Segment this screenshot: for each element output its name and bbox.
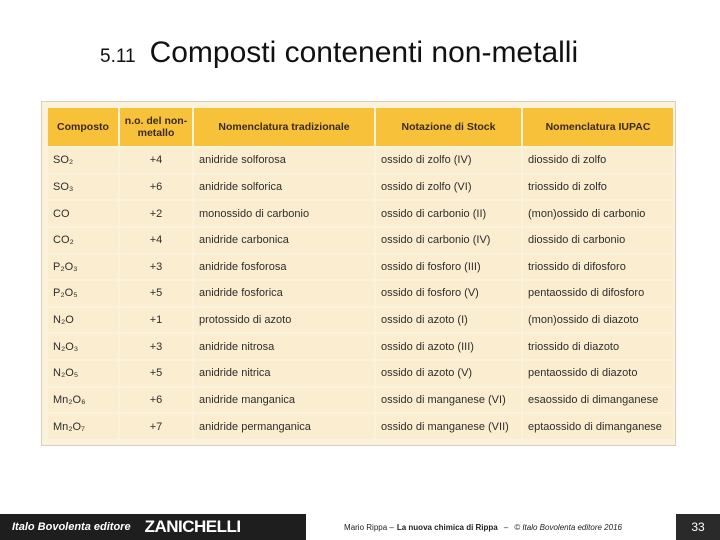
table-row [48, 281, 673, 306]
stock-name: ossido di azoto (I) [376, 308, 521, 333]
stock-name: ossido di azoto (V) [376, 361, 521, 386]
header-oxidation-number: n.o. del non-metallo [120, 108, 192, 146]
iupac-name: triossido di difosforo [523, 255, 673, 280]
footer-credits [306, 514, 660, 540]
oxidation-number: +1 [120, 308, 192, 333]
slide-title-bar [100, 36, 700, 76]
stock-name: ossido di azoto (III) [376, 334, 521, 359]
publisher-bar [0, 514, 306, 540]
stock-name: ossido di carbonio (IV) [376, 228, 521, 253]
oxidation-number: +4 [120, 228, 192, 253]
traditional-name: anidride nitrosa [194, 334, 374, 359]
table-row [48, 334, 673, 359]
header-stock: Notazione di Stock [376, 108, 521, 146]
nomenclature-table [46, 106, 675, 441]
page-number: 33 [676, 514, 720, 540]
traditional-name: anidride solforosa [194, 148, 374, 173]
table-row [48, 201, 673, 226]
oxidation-number: +2 [120, 201, 192, 226]
iupac-name: (mon)ossido di diazoto [523, 308, 673, 333]
traditional-name: anidride fosforica [194, 281, 374, 306]
oxidation-number: +5 [120, 361, 192, 386]
book-title: La nuova chimica di Rippa [396, 522, 498, 532]
iupac-name: pentaossido di difosforo [523, 281, 673, 306]
iupac-name: triossido di zolfo [523, 175, 673, 200]
stock-name: ossido di manganese (VII) [376, 414, 521, 439]
compound-formula: Mn₂O₇ [48, 414, 118, 439]
credits-separator: – [503, 522, 509, 532]
stock-name: ossido di zolfo (IV) [376, 148, 521, 173]
table-row [48, 414, 673, 439]
compound-formula: P₂O₅ [48, 281, 118, 306]
oxidation-number: +5 [120, 281, 192, 306]
oxidation-number: +6 [120, 388, 192, 413]
publisher-name: Italo Bovolenta editore [12, 521, 131, 533]
iupac-name: pentaossido di diazoto [523, 361, 673, 386]
traditional-name: monossido di carbonio [194, 201, 374, 226]
traditional-name: protossido di azoto [194, 308, 374, 333]
oxidation-number: +4 [120, 148, 192, 173]
header-iupac: Nomenclatura IUPAC [523, 108, 673, 146]
traditional-name: anidride fosforosa [194, 255, 374, 280]
oxidation-number: +3 [120, 334, 192, 359]
stock-name: ossido di manganese (VI) [376, 388, 521, 413]
section-number: 5.11 [100, 46, 136, 67]
traditional-name: anidride permanganica [194, 414, 374, 439]
traditional-name: anidride manganica [194, 388, 374, 413]
header-traditional: Nomenclatura tradizionale [194, 108, 374, 146]
compound-formula: P₂O₃ [48, 255, 118, 280]
table-row [48, 175, 673, 200]
iupac-name: triossido di diazoto [523, 334, 673, 359]
oxidation-number: +3 [120, 255, 192, 280]
oxidation-number: +7 [120, 414, 192, 439]
table-row [48, 255, 673, 280]
iupac-name: esaossido di dimanganese [523, 388, 673, 413]
compound-formula: CO [48, 201, 118, 226]
brand-logo-text: ZANICHELLI [144, 517, 241, 536]
traditional-name: anidride solforica [194, 175, 374, 200]
table-header-row [48, 108, 673, 146]
iupac-name: diossido di zolfo [523, 148, 673, 173]
page-title: Composti contenenti non-metalli [149, 36, 579, 69]
compound-formula: SO₃ [48, 175, 118, 200]
compound-formula: N₂O₃ [48, 334, 118, 359]
author-name: Mario Rippa – [344, 522, 394, 532]
table-row [48, 228, 673, 253]
compound-formula: CO₂ [48, 228, 118, 253]
table-row [48, 148, 673, 173]
compound-formula: SO₂ [48, 148, 118, 173]
stock-name: ossido di carbonio (II) [376, 201, 521, 226]
traditional-name: anidride carbonica [194, 228, 374, 253]
compound-formula: N₂O₅ [48, 361, 118, 386]
header-composto: Composto [48, 108, 118, 146]
table-row [48, 308, 673, 333]
footer-gap [660, 514, 676, 540]
oxidation-number: +6 [120, 175, 192, 200]
copyright-text: © Italo Bovolenta editore 2016 [514, 522, 622, 532]
stock-name: ossido di zolfo (VI) [376, 175, 521, 200]
stock-name: ossido di fosforo (III) [376, 255, 521, 280]
iupac-name: eptaossido di dimanganese [523, 414, 673, 439]
compound-formula: N₂O [48, 308, 118, 333]
nomenclature-table-panel [41, 101, 676, 446]
stock-name: ossido di fosforo (V) [376, 281, 521, 306]
table-row [48, 361, 673, 386]
compound-formula: Mn₂O₆ [48, 388, 118, 413]
traditional-name: anidride nitrica [194, 361, 374, 386]
slide-footer [0, 514, 720, 540]
iupac-name: diossido di carbonio [523, 228, 673, 253]
iupac-name: (mon)ossido di carbonio [523, 201, 673, 226]
table-row [48, 388, 673, 413]
